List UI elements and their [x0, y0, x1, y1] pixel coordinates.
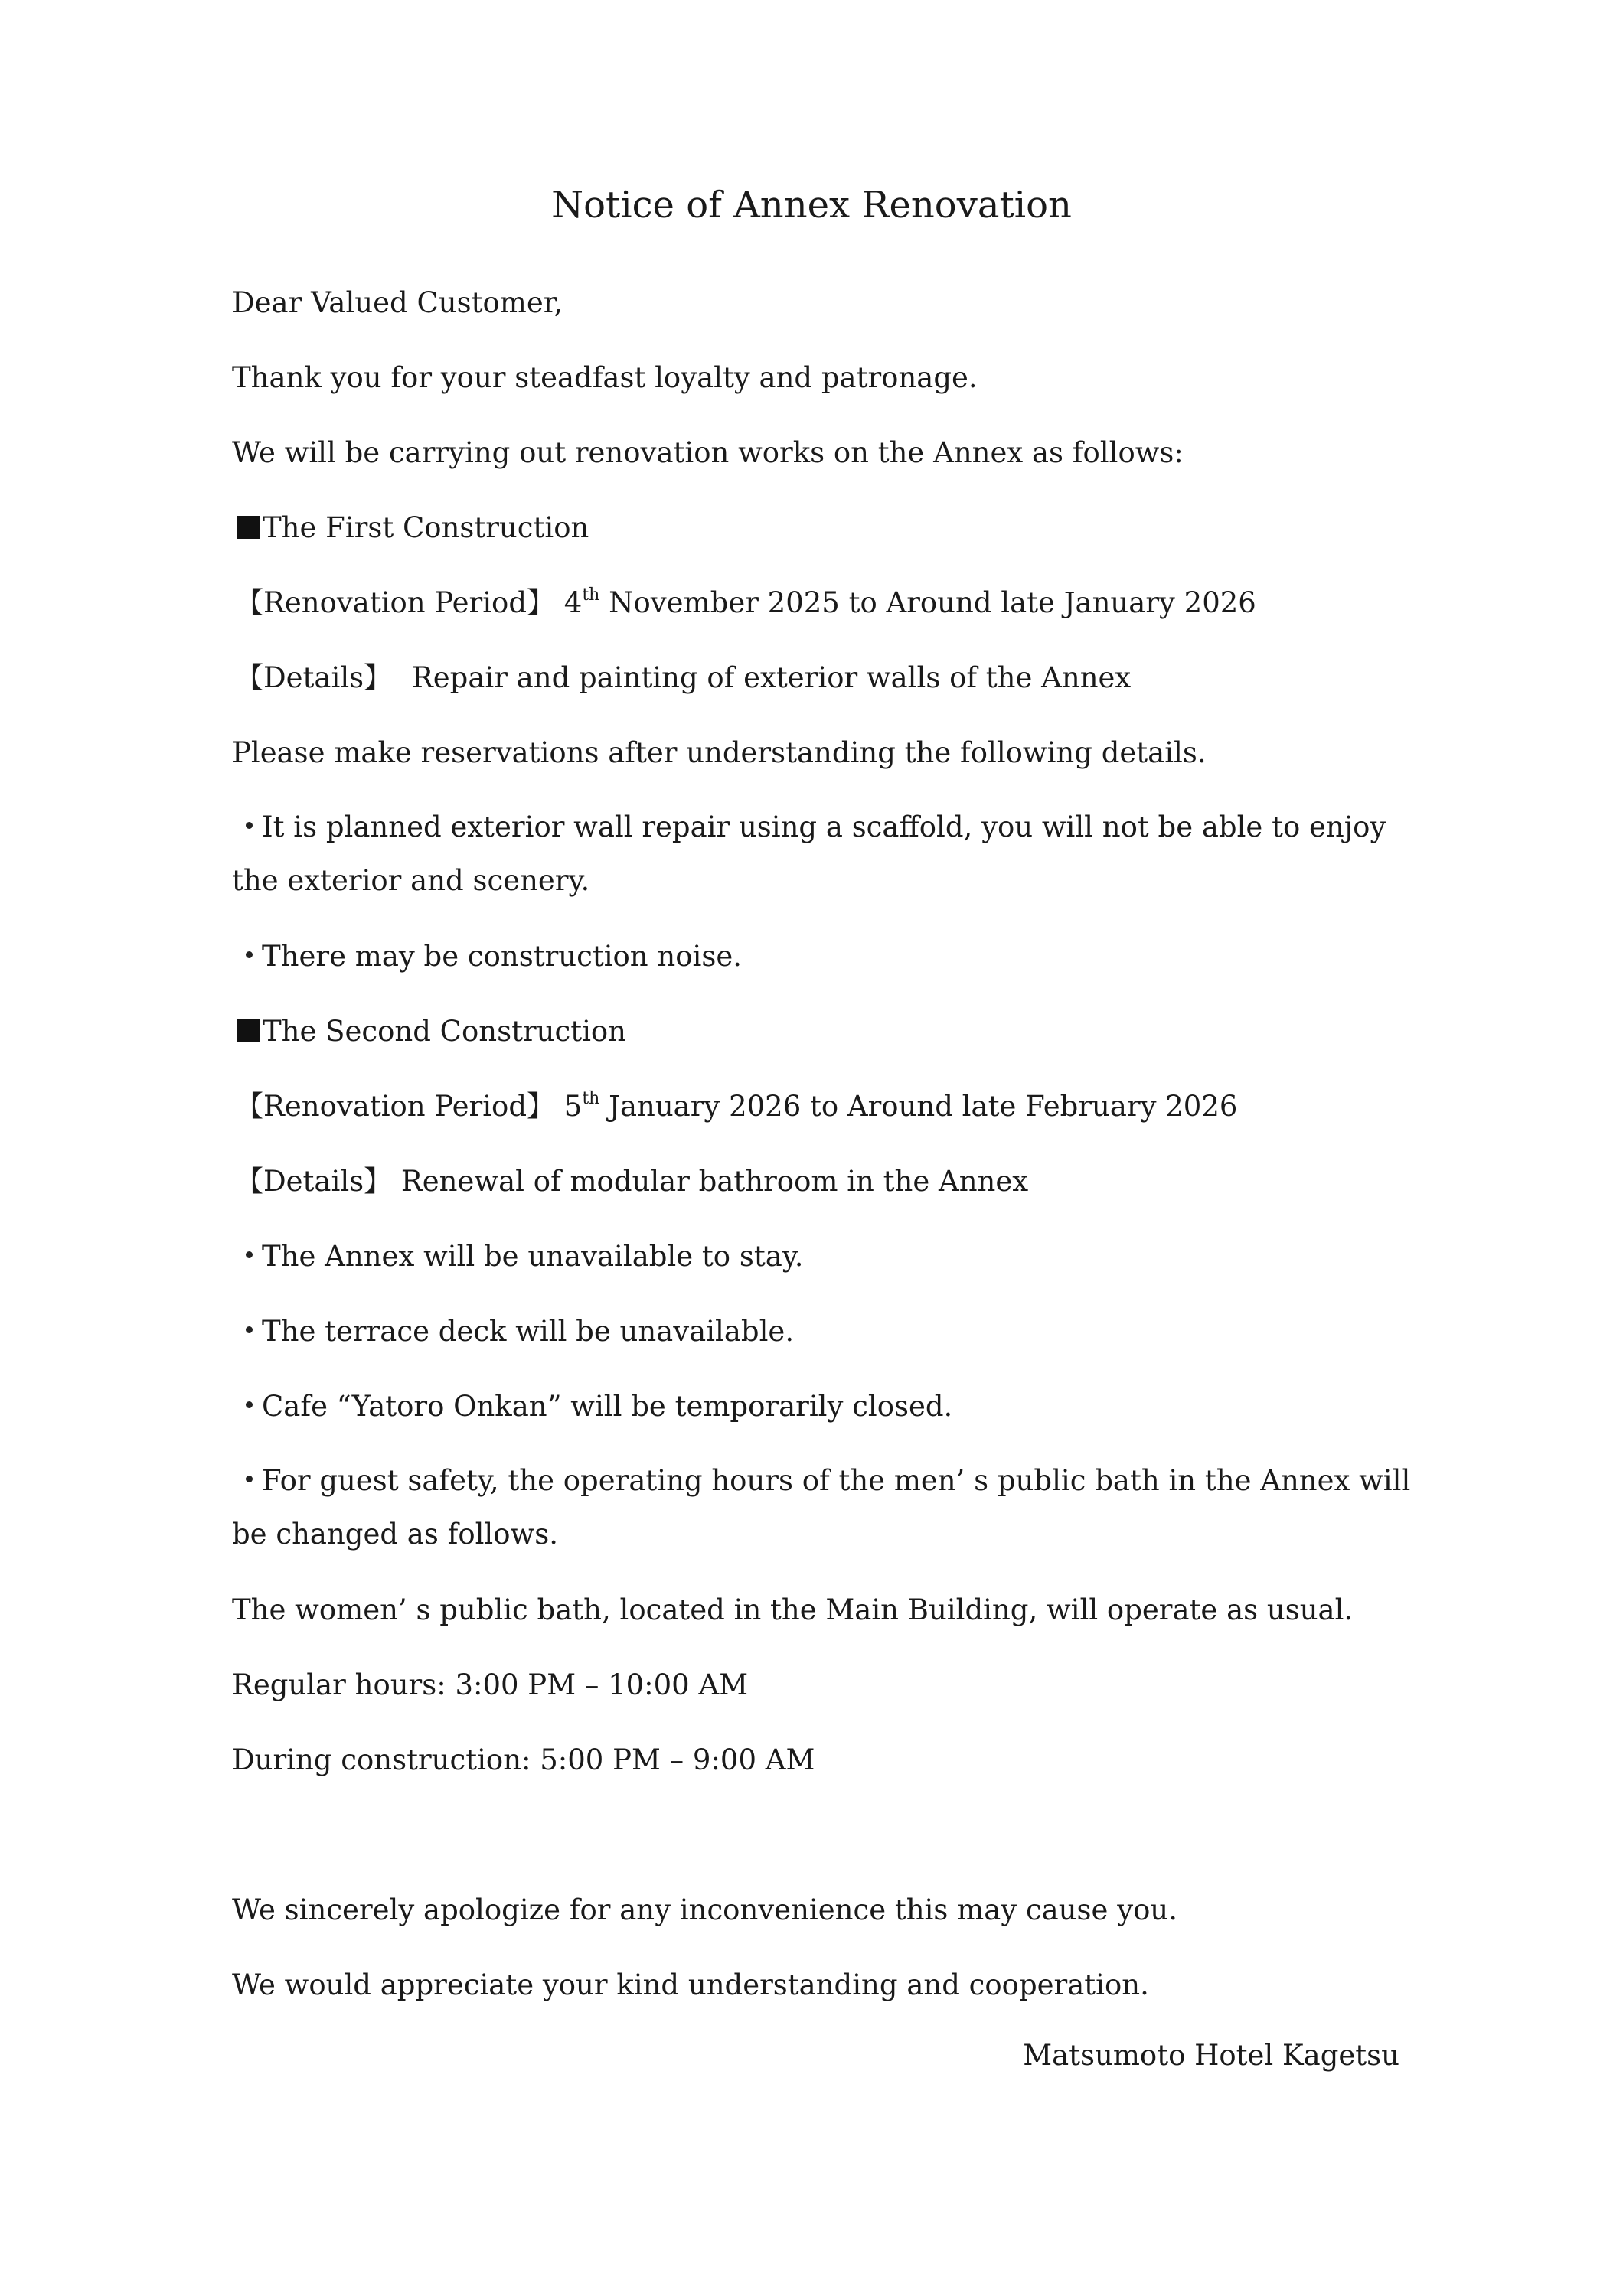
period-label: 【Renovation Period】: [235, 586, 556, 619]
womens-bath-note: The women’ s public bath, located in the Main Building, will operate as usual.: [232, 1593, 1354, 1626]
period-ordinal: th: [582, 1089, 600, 1108]
second-construction-title: The Second Construction: [263, 1015, 627, 1048]
bullet-dot-icon: [246, 1251, 253, 1258]
black-square-icon: [237, 516, 260, 539]
second-bullet-3: [232, 1388, 952, 1425]
details-text: Renewal of modular bathroom in the Annex: [400, 1165, 1029, 1198]
first-construction-heading: [232, 510, 589, 546]
construction-hours: During construction: 5:00 PM – 9:00 AM: [232, 1743, 815, 1776]
first-renovation-period: [232, 585, 1256, 621]
greeting: Dear Valued Customer,: [232, 286, 563, 319]
thanks-text: Thank you for your steadfast loyalty and patronage.: [232, 361, 978, 394]
bullet-text: It is planned exterior wall repair using a scaffold, you will not be able to enjoy the exterior and scenery.: [232, 810, 1386, 897]
second-renovation-period: [232, 1088, 1237, 1125]
first-details: [232, 660, 1131, 696]
bullet-text: Cafe “Yatoro Onkan” will be temporarily closed.: [262, 1390, 953, 1423]
intro-text: We will be carrying out renovation works on the Annex as follows:: [232, 436, 1184, 469]
period-label: 【Renovation Period】: [235, 1090, 556, 1123]
period-ordinal: th: [582, 585, 600, 605]
page-title: Notice of Annex Renovation: [551, 184, 1072, 227]
first-bullet-2: [232, 938, 742, 975]
apology-text: We sincerely apologize for any inconvenience this may cause you.: [232, 1893, 1177, 1926]
period-range: November 2025 to Around late January 2026: [599, 586, 1256, 619]
bullet-text: The Annex will be unavailable to stay.: [262, 1240, 804, 1273]
bullet-dot-icon: [246, 951, 253, 958]
second-bullet-1: [232, 1238, 804, 1275]
period-day: 5: [563, 1090, 583, 1123]
reservation-advice: Please make reservations after understanding the following details.: [232, 736, 1207, 769]
bullet-text: For guest safety, the operating hours of the men’ s public bath in the Annex will be changed as follows.: [232, 1464, 1411, 1551]
bullet-dot-icon: [246, 1476, 253, 1482]
bullet-dot-icon: [246, 822, 253, 829]
period-range: January 2026 to Around late February 2026: [599, 1090, 1238, 1123]
second-details: [232, 1163, 1028, 1200]
appreciation-text: We would appreciate your kind understanding and cooperation.: [232, 1968, 1149, 2001]
regular-hours: Regular hours: 3:00 PM – 10:00 AM: [232, 1668, 749, 1701]
signature: Matsumoto Hotel Kagetsu: [1023, 2039, 1399, 2072]
period-day: 4: [563, 586, 583, 619]
bullet-text: There may be construction noise.: [262, 940, 742, 973]
bullet-text: The terrace deck will be unavailable.: [262, 1315, 795, 1348]
second-bullet-2: [232, 1313, 794, 1350]
black-square-icon: [237, 1019, 260, 1042]
first-construction-title: The First Construction: [263, 511, 589, 544]
details-label: 【Details】: [235, 1165, 393, 1198]
second-bullet-4: [232, 1454, 1411, 1561]
second-construction-heading: [232, 1013, 626, 1050]
details-text: Repair and painting of exterior walls of the Annex: [411, 661, 1132, 694]
details-label: 【Details】: [235, 661, 393, 694]
bullet-dot-icon: [246, 1401, 253, 1408]
first-bullet-1: [232, 801, 1411, 908]
bullet-dot-icon: [246, 1326, 253, 1333]
